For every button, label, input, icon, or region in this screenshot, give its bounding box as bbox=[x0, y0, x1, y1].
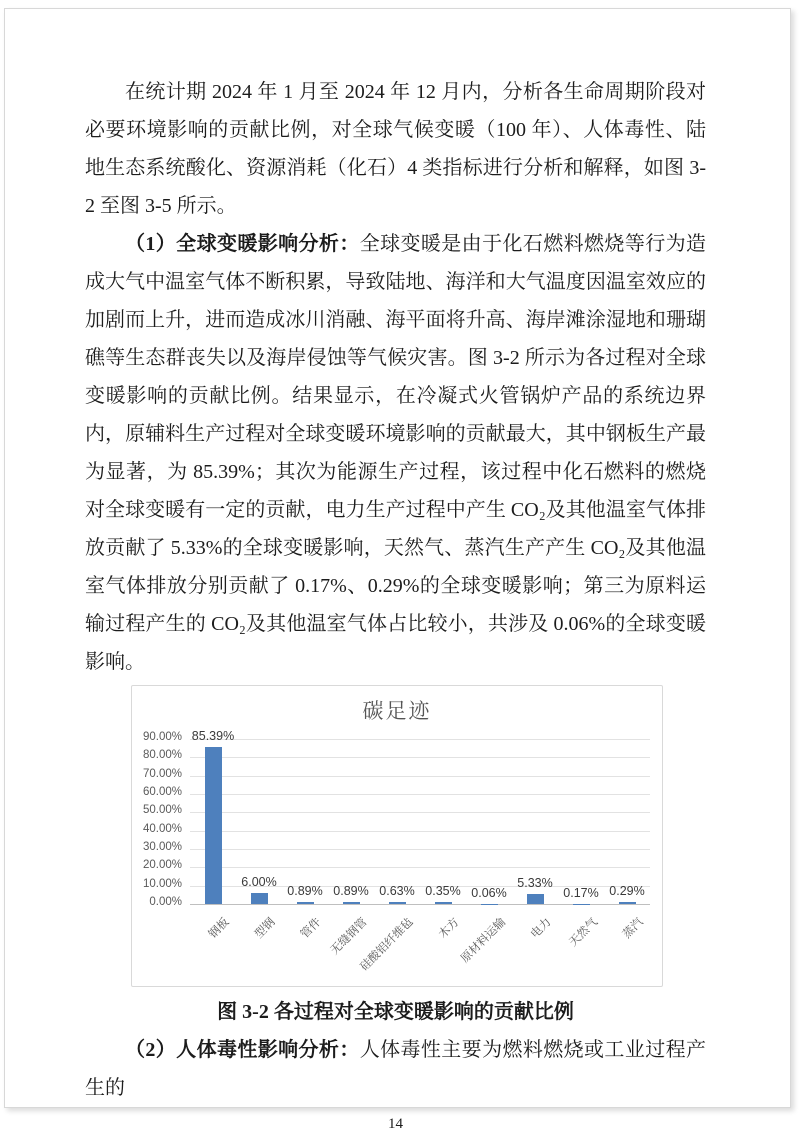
paragraph-human-toxicity-heading: （2）人体毒性影响分析： bbox=[125, 1039, 360, 1061]
gridline bbox=[190, 849, 650, 850]
bar-value-label: 0.63% bbox=[357, 884, 437, 898]
paragraph-intro: 在统计期 2024 年 1 月至 2024 年 12 月内，分析各生命周期阶段对必要环境影响的贡献比例，对全球气候变暖（100 年）、人体毒性、陆地生态系统酸化、资源消耗（化石）4 类指标进行分析和解释，如图 3-2 至图 3-5 所示。 bbox=[85, 73, 706, 225]
category-label: 电力 bbox=[527, 914, 555, 942]
gridline bbox=[190, 831, 650, 832]
y-tick-label: 90.00% bbox=[126, 731, 182, 743]
gridline bbox=[190, 739, 650, 740]
gridline bbox=[190, 812, 650, 813]
paragraph-global-warming-heading: （1）全球变暖影响分析： bbox=[125, 233, 360, 255]
document-page bbox=[4, 8, 791, 1108]
chart-plot-area bbox=[190, 739, 650, 904]
y-tick-label: 70.00% bbox=[126, 768, 182, 780]
bar-value-label: 5.33% bbox=[495, 876, 575, 890]
figure-caption: 图 3-2 各过程对全球变暖影响的贡献比例 bbox=[85, 993, 706, 1031]
carbon-footprint-chart bbox=[131, 685, 663, 987]
bar-value-label: 0.29% bbox=[587, 884, 667, 898]
category-label: 原材料运输 bbox=[456, 914, 508, 966]
paragraph-human-toxicity bbox=[85, 1031, 706, 1107]
paragraph-global-warming-body: 全球变暖是由于化石燃料燃烧等行为造成大气中温室气体不断积累，导致陆地、海洋和大气温度因温室效应的加剧而上升，进而造成冰川消融、海平面将升高、海岸滩涂湿地和珊瑚礁等生态群丧失以及海岸侵蚀等气候灾害。图 3-2 所示为各过程对全球变暖影响的贡献比例。结果显示，在冷凝式火管锅炉产品的系统边界内，原辅料生产过程对全球变暖环境影响的贡献最大，其中钢板生产最为显著，为 85.39%；其次为能源生产过程，该过程中化石燃料的燃烧对全球变暖有一定的贡献，电力生产过程中产生 CO₂及其他温室气体排放贡献了 5.33%的全球变暖影响，天然气、蒸汽生产产生 CO₂及其他温室气体排放分别贡献了 0.17%、0.29%的全球变暖影响；第三为原料运输过程产生的 CO₂及其他温室气体占比较小，共涉及 0.06%的全球变暖影响。 bbox=[85, 233, 706, 673]
bar-value-label: 0.89% bbox=[311, 884, 391, 898]
category-label: 蒸汽 bbox=[619, 914, 647, 942]
y-tick-label: 10.00% bbox=[126, 878, 182, 890]
page-number: 14 bbox=[85, 1116, 706, 1133]
gridline bbox=[190, 867, 650, 868]
bar-4 bbox=[343, 902, 360, 904]
bar-value-label: 0.06% bbox=[449, 886, 529, 900]
y-tick-label: 80.00% bbox=[126, 749, 182, 761]
bar-value-label: 6.00% bbox=[219, 875, 299, 889]
category-label: 钢板 bbox=[205, 914, 233, 942]
category-label: 天然气 bbox=[565, 914, 601, 950]
bar-value-label: 0.35% bbox=[403, 884, 483, 898]
bar-6 bbox=[435, 902, 452, 904]
paragraph-global-warming bbox=[85, 225, 706, 681]
x-axis-line bbox=[190, 904, 650, 905]
category-label: 木方 bbox=[435, 914, 463, 942]
category-label: 无缝钢管 bbox=[326, 914, 370, 958]
y-tick-label: 40.00% bbox=[126, 823, 182, 835]
y-tick-label: 0.00% bbox=[126, 896, 182, 908]
category-label: 硅酸铝纤维毡 bbox=[356, 914, 416, 974]
bar-value-label: 85.39% bbox=[173, 729, 253, 743]
gridline bbox=[190, 794, 650, 795]
gridline bbox=[190, 776, 650, 777]
bar-value-label: 0.89% bbox=[265, 884, 345, 898]
bar-3 bbox=[297, 902, 314, 904]
bar-5 bbox=[389, 902, 406, 904]
y-tick-label: 50.00% bbox=[126, 804, 182, 816]
bar-10 bbox=[619, 902, 636, 904]
bar-value-label: 0.17% bbox=[541, 886, 621, 900]
category-label: 管件 bbox=[297, 914, 325, 942]
chart-title: 碳足迹 bbox=[132, 695, 662, 725]
y-tick-label: 20.00% bbox=[126, 859, 182, 871]
paragraph-human-toxicity-body: 人体毒性主要为燃料燃烧或工业过程产生的 bbox=[85, 1039, 706, 1099]
y-tick-label: 60.00% bbox=[126, 786, 182, 798]
category-label: 型钢 bbox=[251, 914, 279, 942]
gridline bbox=[190, 757, 650, 758]
y-tick-label: 30.00% bbox=[126, 841, 182, 853]
